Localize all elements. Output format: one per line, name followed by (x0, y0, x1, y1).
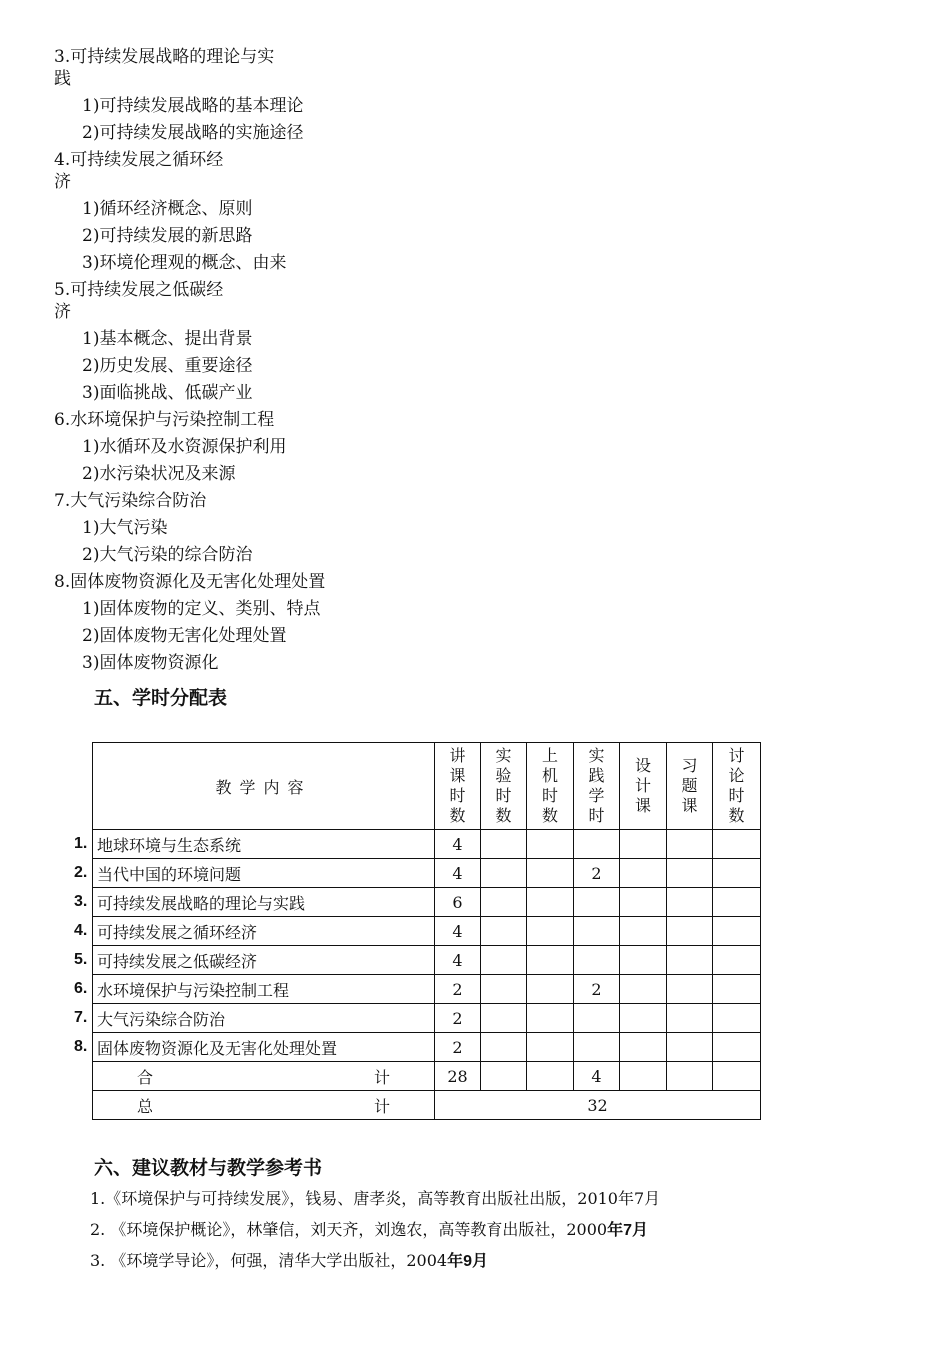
subtotal-cell: 4 (574, 1062, 620, 1091)
reference-item (90, 1219, 648, 1242)
hours-cell (620, 1004, 667, 1033)
column-header (481, 743, 527, 830)
total-value: 32 (435, 1091, 761, 1120)
total-row (93, 1091, 761, 1120)
reference-text: 2. 《环境保护概论》，林肇信，刘天齐，刘逸农，高等教育出版社，2000 (90, 1220, 608, 1239)
hours-cell (574, 1004, 620, 1033)
column-header (667, 743, 713, 830)
hours-cell (527, 830, 574, 859)
row-number: 6. (74, 980, 88, 997)
row-number: 2. (74, 864, 88, 881)
hours-cell (574, 1033, 620, 1062)
hours-cell (713, 1004, 761, 1033)
row-topic (74, 917, 435, 946)
hours-cell (667, 1033, 713, 1062)
hours-cell (527, 1004, 574, 1033)
outline-line: 3)环境伦理观的概念、由来 (82, 253, 287, 273)
column-header (435, 743, 481, 830)
hours-cell (620, 859, 667, 888)
hours-cell: 2 (574, 975, 620, 1004)
hours-cell (620, 975, 667, 1004)
column-header-label: 设计课 (634, 756, 651, 815)
outline-line: 2)可持续发展的新思路 (82, 226, 253, 246)
row-topic (74, 859, 435, 888)
hours-cell (667, 859, 713, 888)
hours-cell (527, 1033, 574, 1062)
hours-cell (667, 975, 713, 1004)
subtotal-cell: 28 (435, 1062, 481, 1091)
outline-line: 4.可持续发展之循环经 (54, 150, 224, 170)
hours-cell (527, 975, 574, 1004)
outline-line: 3)固体废物资源化 (82, 653, 219, 673)
outline-line: 3.可持续发展战略的理论与实 (54, 47, 275, 67)
row-topic-label: 固体废物资源化及无害化处理处置 (97, 1038, 338, 1058)
hours-cell (527, 859, 574, 888)
hours-cell (620, 1033, 667, 1062)
outline-line: 1)大气污染 (82, 518, 168, 538)
outline-line: 7.大气污染综合防治 (54, 491, 207, 511)
subtotal-cell (620, 1062, 667, 1091)
column-header-label: 实验时数 (495, 746, 512, 825)
column-header (713, 743, 761, 830)
reference-item (90, 1250, 488, 1273)
hours-cell (527, 888, 574, 917)
hours-cell: 2 (435, 975, 481, 1004)
subtotal-cell (481, 1062, 527, 1091)
outline-line: 1)基本概念、提出背景 (82, 329, 253, 349)
row-topic-label: 水环境保护与污染控制工程 (97, 980, 290, 1000)
outline-line: 2)水污染状况及来源 (82, 464, 236, 484)
hours-cell (481, 859, 527, 888)
column-header-label: 讨论时数 (728, 746, 745, 825)
hours-cell (713, 830, 761, 859)
outline-line: 1)循环经济概念、原则 (82, 199, 253, 219)
hours-cell (481, 917, 527, 946)
outline-line: 2)大气污染的综合防治 (82, 545, 253, 565)
hours-cell: 4 (435, 917, 481, 946)
subtotal-label-right: 计 (373, 1067, 390, 1087)
hours-cell: 2 (435, 1033, 481, 1062)
hours-cell (667, 946, 713, 975)
total-label-right: 计 (373, 1096, 390, 1116)
hours-cell: 2 (435, 1004, 481, 1033)
row-topic (74, 946, 435, 975)
hours-cell (713, 859, 761, 888)
hours-cell (527, 946, 574, 975)
hours-cell (620, 888, 667, 917)
outline-line: 1)固体废物的定义、类别、特点 (82, 599, 321, 619)
hours-cell (574, 917, 620, 946)
subtotal-cell (713, 1062, 761, 1091)
column-header-label: 讲课时数 (449, 746, 466, 825)
row-topic-label: 可持续发展之低碳经济 (97, 951, 258, 971)
reference-text: 3. 《环境学导论》，何强，清华大学出版社，2004 (90, 1251, 448, 1270)
hours-cell (481, 975, 527, 1004)
row-topic (74, 1033, 435, 1062)
column-header-label: 实践学时 (588, 746, 605, 825)
hours-cell (481, 830, 527, 859)
hours-allocation-table (74, 742, 761, 1120)
row-number: 7. (74, 1009, 88, 1026)
table-row (93, 830, 761, 859)
hours-cell (620, 917, 667, 946)
reference-date: 年9月 (447, 1253, 488, 1270)
row-number: 1. (74, 835, 88, 852)
row-number: 3. (74, 893, 88, 910)
outline-line: 践 (54, 69, 71, 89)
hours-cell: 2 (574, 859, 620, 888)
hours-cell (713, 888, 761, 917)
section-5-heading: 五、学时分配表 (94, 687, 228, 709)
outline-line: 6.水环境保护与污染控制工程 (54, 410, 275, 430)
hours-cell (620, 946, 667, 975)
outline-line: 3)面临挑战、低碳产业 (82, 383, 253, 403)
hours-cell (667, 888, 713, 917)
subtotal-cell (527, 1062, 574, 1091)
row-topic-label: 大气污染综合防治 (97, 1009, 226, 1029)
row-topic-label: 可持续发展战略的理论与实践 (97, 893, 306, 913)
column-header-label: 上机时数 (541, 746, 558, 825)
row-number: 5. (74, 951, 88, 968)
reference-date: 年7月 (607, 1222, 648, 1239)
outline-line: 8.固体废物资源化及无害化处理处置 (54, 572, 326, 592)
hours-cell (574, 888, 620, 917)
outline-line: 2)历史发展、重要途径 (82, 356, 253, 376)
row-number: 4. (74, 922, 88, 939)
row-topic (74, 888, 435, 917)
row-topic-label: 当代中国的环境问题 (97, 864, 242, 884)
total-label-left: 总 (137, 1096, 154, 1116)
hours-cell (574, 946, 620, 975)
outline-line: 1)可持续发展战略的基本理论 (82, 96, 304, 116)
subtotal-label-left: 合 (137, 1067, 154, 1087)
outline-line: 济 (54, 302, 71, 322)
total-label (93, 1091, 435, 1120)
subtotal-row (93, 1062, 761, 1091)
hours-cell (527, 917, 574, 946)
table-row (93, 975, 761, 1004)
table-row (93, 888, 761, 917)
reference-item (90, 1188, 660, 1211)
hours-cell (667, 1004, 713, 1033)
row-topic (74, 830, 435, 859)
hours-cell: 4 (435, 859, 481, 888)
table-row (93, 917, 761, 946)
table-row (93, 859, 761, 888)
hours-cell: 4 (435, 946, 481, 975)
outline-line: 2)固体废物无害化处理处置 (82, 626, 287, 646)
reference-text: 1.《环境保护与可持续发展》，钱易、唐孝炎，高等教育出版社出版，2010年7月 (90, 1189, 661, 1208)
row-topic (74, 975, 435, 1004)
hours-cell (713, 1033, 761, 1062)
hours-cell (481, 946, 527, 975)
hours-cell (667, 917, 713, 946)
column-header-label: 习题课 (681, 756, 698, 815)
outline-line: 5.可持续发展之低碳经 (54, 280, 224, 300)
outline-line: 1)水循环及水资源保护利用 (82, 437, 287, 457)
section-6-heading: 六、建议教材与教学参考书 (94, 1157, 323, 1179)
hours-cell (481, 888, 527, 917)
row-topic-label: 地球环境与生态系统 (97, 835, 242, 855)
subtotal-label (93, 1062, 435, 1091)
table-row (93, 946, 761, 975)
outline-line: 济 (54, 172, 71, 192)
row-topic (74, 1004, 435, 1033)
row-number: 8. (74, 1038, 88, 1055)
hours-cell (667, 830, 713, 859)
row-topic-label: 可持续发展之循环经济 (97, 922, 258, 942)
header-teaching-content: 教学内容 (93, 743, 435, 830)
hours-cell (481, 1004, 527, 1033)
column-header (527, 743, 574, 830)
column-header (620, 743, 667, 830)
subtotal-cell (667, 1062, 713, 1091)
hours-cell (620, 830, 667, 859)
table-row (93, 1033, 761, 1062)
hours-cell: 4 (435, 830, 481, 859)
column-header (574, 743, 620, 830)
hours-cell (574, 830, 620, 859)
hours-cell (713, 917, 761, 946)
table-row (93, 1004, 761, 1033)
hours-cell (713, 975, 761, 1004)
hours-cell: 6 (435, 888, 481, 917)
outline-line: 2)可持续发展战略的实施途径 (82, 123, 304, 143)
hours-cell (481, 1033, 527, 1062)
hours-cell (713, 946, 761, 975)
